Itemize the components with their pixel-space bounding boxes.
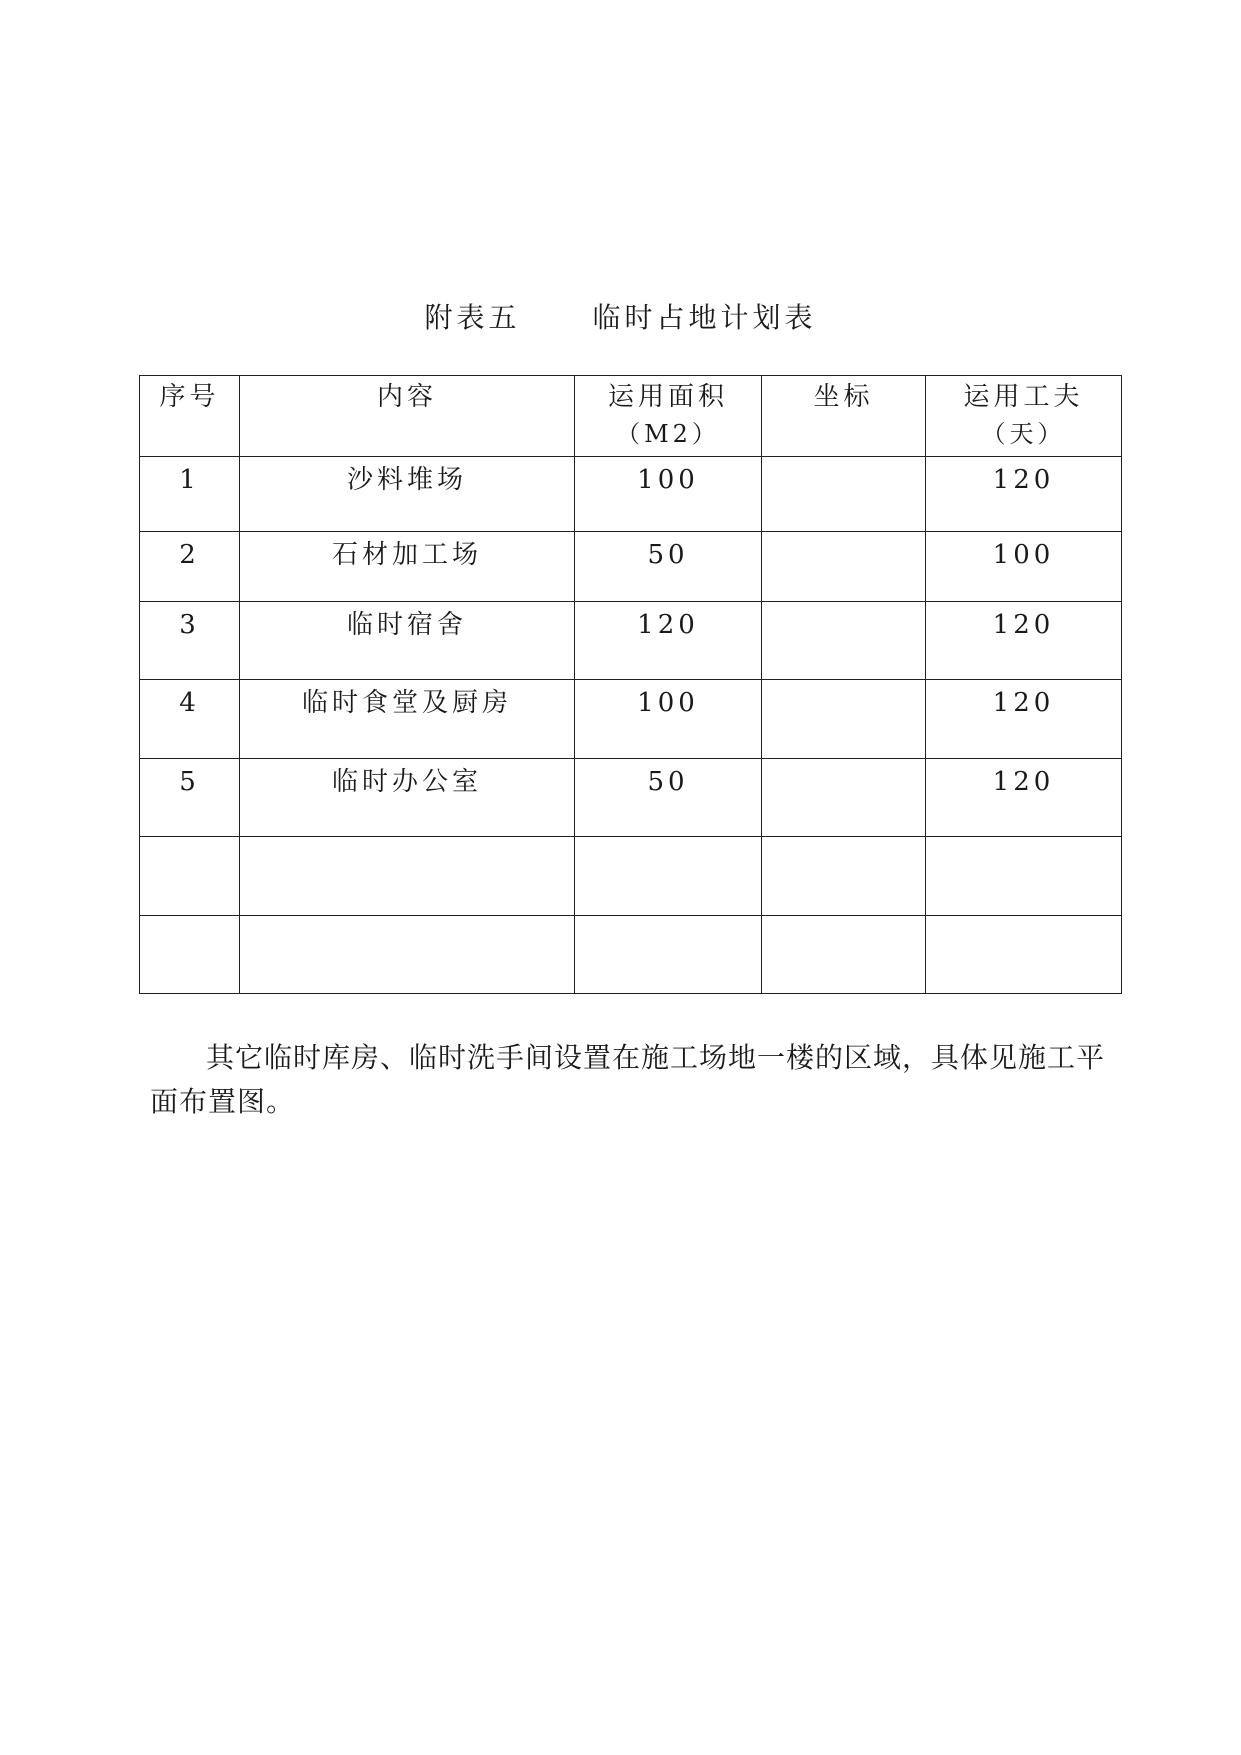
cell-no: 2 (140, 532, 240, 602)
table-header-row (140, 376, 1122, 457)
cell-no (140, 916, 240, 994)
header-no: 序号 (140, 376, 240, 457)
cell-content (240, 837, 575, 916)
cell-area: 120 (575, 602, 762, 680)
cell-days: 120 (926, 457, 1122, 532)
table-row (140, 602, 1122, 680)
table-row (140, 837, 1122, 916)
cell-content: 沙料堆场 (240, 457, 575, 532)
header-duration-unit: （天） (981, 420, 1066, 448)
cell-days: 120 (926, 680, 1122, 759)
table-row (140, 457, 1122, 532)
table-row (140, 759, 1122, 837)
cell-content (240, 916, 575, 994)
table-row (140, 916, 1122, 994)
cell-content: 石材加工场 (240, 532, 575, 602)
cell-no: 3 (140, 602, 240, 680)
land-use-plan-table (139, 375, 1122, 994)
note-paragraph: 其它临时库房、临时洗手间设置在施工场地一楼的区域，具体见施工平面布置图。 (150, 1041, 1106, 1118)
title-main: 临时占地计划表 (592, 301, 817, 334)
cell-days: 100 (926, 532, 1122, 602)
cell-area (575, 916, 762, 994)
cell-content: 临时食堂及厨房 (240, 680, 575, 759)
cell-coordinates (762, 602, 926, 680)
cell-coordinates (762, 680, 926, 759)
table-row (140, 680, 1122, 759)
table-row (140, 532, 1122, 602)
cell-no (140, 837, 240, 916)
cell-no: 1 (140, 457, 240, 532)
header-area-unit: （M2） (616, 420, 720, 448)
cell-days: 120 (926, 602, 1122, 680)
cell-no: 5 (140, 759, 240, 837)
cell-area: 100 (575, 457, 762, 532)
cell-content: 临时办公室 (240, 759, 575, 837)
cell-coordinates (762, 532, 926, 602)
cell-area: 50 (575, 759, 762, 837)
cell-area: 50 (575, 532, 762, 602)
cell-coordinates (762, 916, 926, 994)
page-title (0, 296, 1241, 336)
cell-days: 120 (926, 759, 1122, 837)
title-prefix: 附表五 (424, 301, 521, 334)
cell-coordinates (762, 457, 926, 532)
cell-days (926, 837, 1122, 916)
header-coordinates: 坐标 (762, 376, 926, 457)
header-area: 运用面积 （M2） (575, 376, 762, 457)
cell-area: 100 (575, 680, 762, 759)
cell-area (575, 837, 762, 916)
header-content: 内容 (240, 376, 575, 457)
cell-days (926, 916, 1122, 994)
cell-no: 4 (140, 680, 240, 759)
cell-content: 临时宿舍 (240, 602, 575, 680)
cell-coordinates (762, 759, 926, 837)
header-duration: 运用工夫 （天） (926, 376, 1122, 457)
cell-coordinates (762, 837, 926, 916)
